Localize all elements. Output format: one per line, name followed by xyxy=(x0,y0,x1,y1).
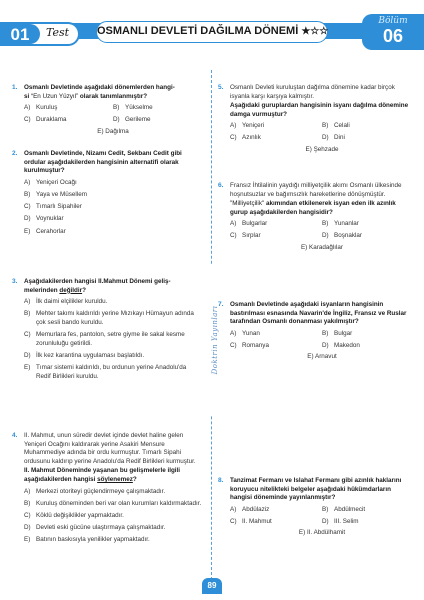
option-c[interactable]: C) Romanya xyxy=(230,341,269,349)
option-c[interactable]: C) Azınlık xyxy=(230,134,261,142)
question-4 xyxy=(12,432,202,549)
page-header xyxy=(0,0,424,50)
option-d[interactable]: D) Makedon xyxy=(322,341,360,349)
option-a[interactable]: A) Yeniçeri Ocağı xyxy=(24,178,77,186)
difficulty-stars: ★☆☆ xyxy=(301,26,329,37)
question-intro: Osmanlı Devleti kuruluştan dağılma dönemine kadar birçok isyanla karşı karşıya kalmıştır. xyxy=(230,84,395,100)
question-7 xyxy=(218,301,414,364)
option-a[interactable]: A) Kuruluş xyxy=(24,104,58,112)
option-b[interactable]: B) Mehter takımı kaldırıldı yerine Mızıkayı Hümayun adında çok sesli bando kuruldu. xyxy=(24,310,194,326)
question-stem: Osmanlı Devletinde, Nizamı Cedit, Sekbanı Cedit gibi ordular aşağıdakilerden hangisinin alternatifi olarak kurulmuştur? xyxy=(24,150,182,175)
option-b[interactable]: B) Yunanlar xyxy=(322,220,359,228)
option-e[interactable]: E) Dağılma xyxy=(97,127,129,135)
question-6 xyxy=(218,182,414,255)
option-e[interactable]: E) Karadağlılar xyxy=(300,243,343,251)
option-d[interactable]: D) Voynuklar xyxy=(24,215,64,223)
options xyxy=(24,179,202,236)
option-c[interactable]: C) II. Mahmut xyxy=(230,517,272,525)
option-c[interactable]: C) Tımarlı Sipahiler xyxy=(24,203,82,211)
option-e[interactable]: E) Cerahorlar xyxy=(24,227,66,235)
brand-watermark xyxy=(204,268,218,418)
option-a[interactable]: A) İlk daimi elçilikler kuruldu. xyxy=(24,298,108,306)
options xyxy=(230,122,414,154)
question-number: 7. xyxy=(218,301,224,308)
option-e[interactable]: E) Batının baskısıyla yenilikler yapmaktadır. xyxy=(24,536,150,544)
option-c[interactable]: C) Köklü değişiklikler yapmaktadır. xyxy=(24,511,124,519)
stem-line-1: Osmanlı Devletinde aşağıdaki dönemlerden hangi- xyxy=(24,84,175,91)
negation-word: değildir xyxy=(59,286,83,294)
options xyxy=(230,506,414,538)
question-stem: Osmanlı Devletinde aşağıdaki isyanların hangisinin bastırılması esnasında Navarin'de İngiliz, Fransız ve Ruslar tarafından Osmanlı donanması yakılmıştır? xyxy=(230,301,407,326)
question-5 xyxy=(218,84,414,157)
question-number: 6. xyxy=(218,182,224,189)
option-d[interactable]: D) Dini xyxy=(322,134,345,142)
question-number: 3. xyxy=(12,278,18,285)
brand-text: Doktrin Yayınları xyxy=(211,265,219,415)
question-stem: Tanzimat Fermanı ve Islahat Fermanı gibi azınlık haklarını koruyucu nitelikteki belgeler aşağıdaki hükümdarların hangisi döneminde yayınlanmıştır? xyxy=(230,477,402,502)
question-8 xyxy=(218,477,414,540)
option-e[interactable]: E) Arnavut xyxy=(307,353,337,361)
question-stem: II. Mahmut Döneminde yaşanan bu gelişmelerle ilgili aşağıdakilerden hangisi söylenemez? xyxy=(24,467,181,483)
option-e[interactable]: E) II. Abdülhamit xyxy=(298,529,346,537)
option-c[interactable]: C) Memurlara fes, pantolon, setre giyme ile sakal kesme zorunluluğu getirildi. xyxy=(24,331,185,347)
options xyxy=(24,104,202,136)
question-stem: Aşağıdakilerden hangisi II.Mahmut Dönemi geliş- melerinden değildir? xyxy=(24,278,171,294)
option-e[interactable]: E) Tımar sistemi kaldırıldı, bu ordunun yerine Anadolu'da Redif Birlikleri kuruldu. xyxy=(24,364,187,380)
question-intro: II. Mahmut, unun süredir devlet içinde devlet haline gelen Yeniçeri Ocağını kaldırarak yerine Asakiri Mensure Muhammediye adında bir ordu kurmuştur. Tımarlı Sipahi ordusunu kaldırıp yerine Anadolu'da Redif Birlikleri kurmuştur. xyxy=(24,432,196,465)
option-a[interactable]: A) Bulgarlar xyxy=(230,220,268,228)
option-b[interactable]: B) Abdülmecit xyxy=(322,505,366,513)
option-e[interactable]: E) Şehzade xyxy=(305,145,339,153)
negation-word: söylenemez xyxy=(97,475,133,483)
options xyxy=(230,220,414,252)
option-b[interactable]: B) Celali xyxy=(322,122,350,130)
section-badge xyxy=(362,14,424,50)
option-c[interactable]: C) Duraklama xyxy=(24,115,67,123)
question-number: 8. xyxy=(218,477,224,484)
section-number: 06 xyxy=(382,26,404,46)
question-stem xyxy=(24,84,202,101)
question-number: 2. xyxy=(12,150,18,157)
question-3 xyxy=(12,278,202,385)
option-d[interactable]: D) Devleti eski gücüne ulaştırmaya çalışmaktadır. xyxy=(24,524,166,532)
test-number: 01 xyxy=(0,24,40,44)
stem-line-2-end: olarak tanımlanmıştır? xyxy=(79,92,148,100)
option-b[interactable]: B) Kuruluş döneminden beri var olan kurumları kaldırmaktadır. xyxy=(24,499,202,507)
options xyxy=(24,298,202,381)
page-title: OSMANLI DEVLETİ DAĞILMA DÖNEMİ xyxy=(97,25,299,37)
question-number: 1. xyxy=(12,84,18,91)
test-badge xyxy=(0,22,80,46)
option-d[interactable]: D) Gerileme xyxy=(113,115,151,123)
option-a[interactable]: A) Merkezi otoriteyi güçlendirmeye çalışmaktadır. xyxy=(24,487,166,495)
options xyxy=(24,488,202,545)
page-number: 89 xyxy=(202,578,222,594)
option-a[interactable]: A) Abdülaziz xyxy=(230,505,270,513)
stem-quote: “En Uzun Yüzyıl” xyxy=(29,92,80,100)
question-stem: Aşağıdaki guruplardan hangisinin isyanı dağılma dönemine damga vurmuştur? xyxy=(230,102,409,118)
option-b[interactable]: B) Yaya ve Müsellem xyxy=(24,190,87,198)
option-d[interactable]: D) III. Selim xyxy=(322,517,359,525)
option-b[interactable]: B) Bulgar xyxy=(322,329,353,337)
test-label: Test xyxy=(46,26,70,39)
option-a[interactable]: A) Yeniçeri xyxy=(230,122,265,130)
question-2 xyxy=(12,150,202,240)
option-d[interactable]: D) Boşnaklar xyxy=(322,232,363,240)
question-stem: "Milliyetçilik" akımından etkilenerek isyan eden ilk azınlık gurup aşağıdakilerden hangisidir? xyxy=(230,200,396,216)
page-title-box xyxy=(96,21,328,43)
question-number: 5. xyxy=(218,84,224,91)
question-number: 4. xyxy=(12,432,18,439)
stem-line-2: si xyxy=(24,92,30,100)
question-1 xyxy=(12,84,202,138)
section-label: Bölüm xyxy=(378,16,408,26)
question-intro: Fransız İhtilalinin yaydığı milliyetçilik akımı Osmanlı ülkesinde hoşnutsuzlar ve bağımsızlık hareketlerine dönüşmüştür. xyxy=(230,182,402,198)
option-d[interactable]: D) İlk kez karantina uygulaması başlatıldı. xyxy=(24,351,145,359)
option-a[interactable]: A) Yunan xyxy=(230,329,260,337)
option-b[interactable]: B) Yükselme xyxy=(113,104,153,112)
option-c[interactable]: C) Sırplar xyxy=(230,232,261,240)
options xyxy=(230,330,414,362)
